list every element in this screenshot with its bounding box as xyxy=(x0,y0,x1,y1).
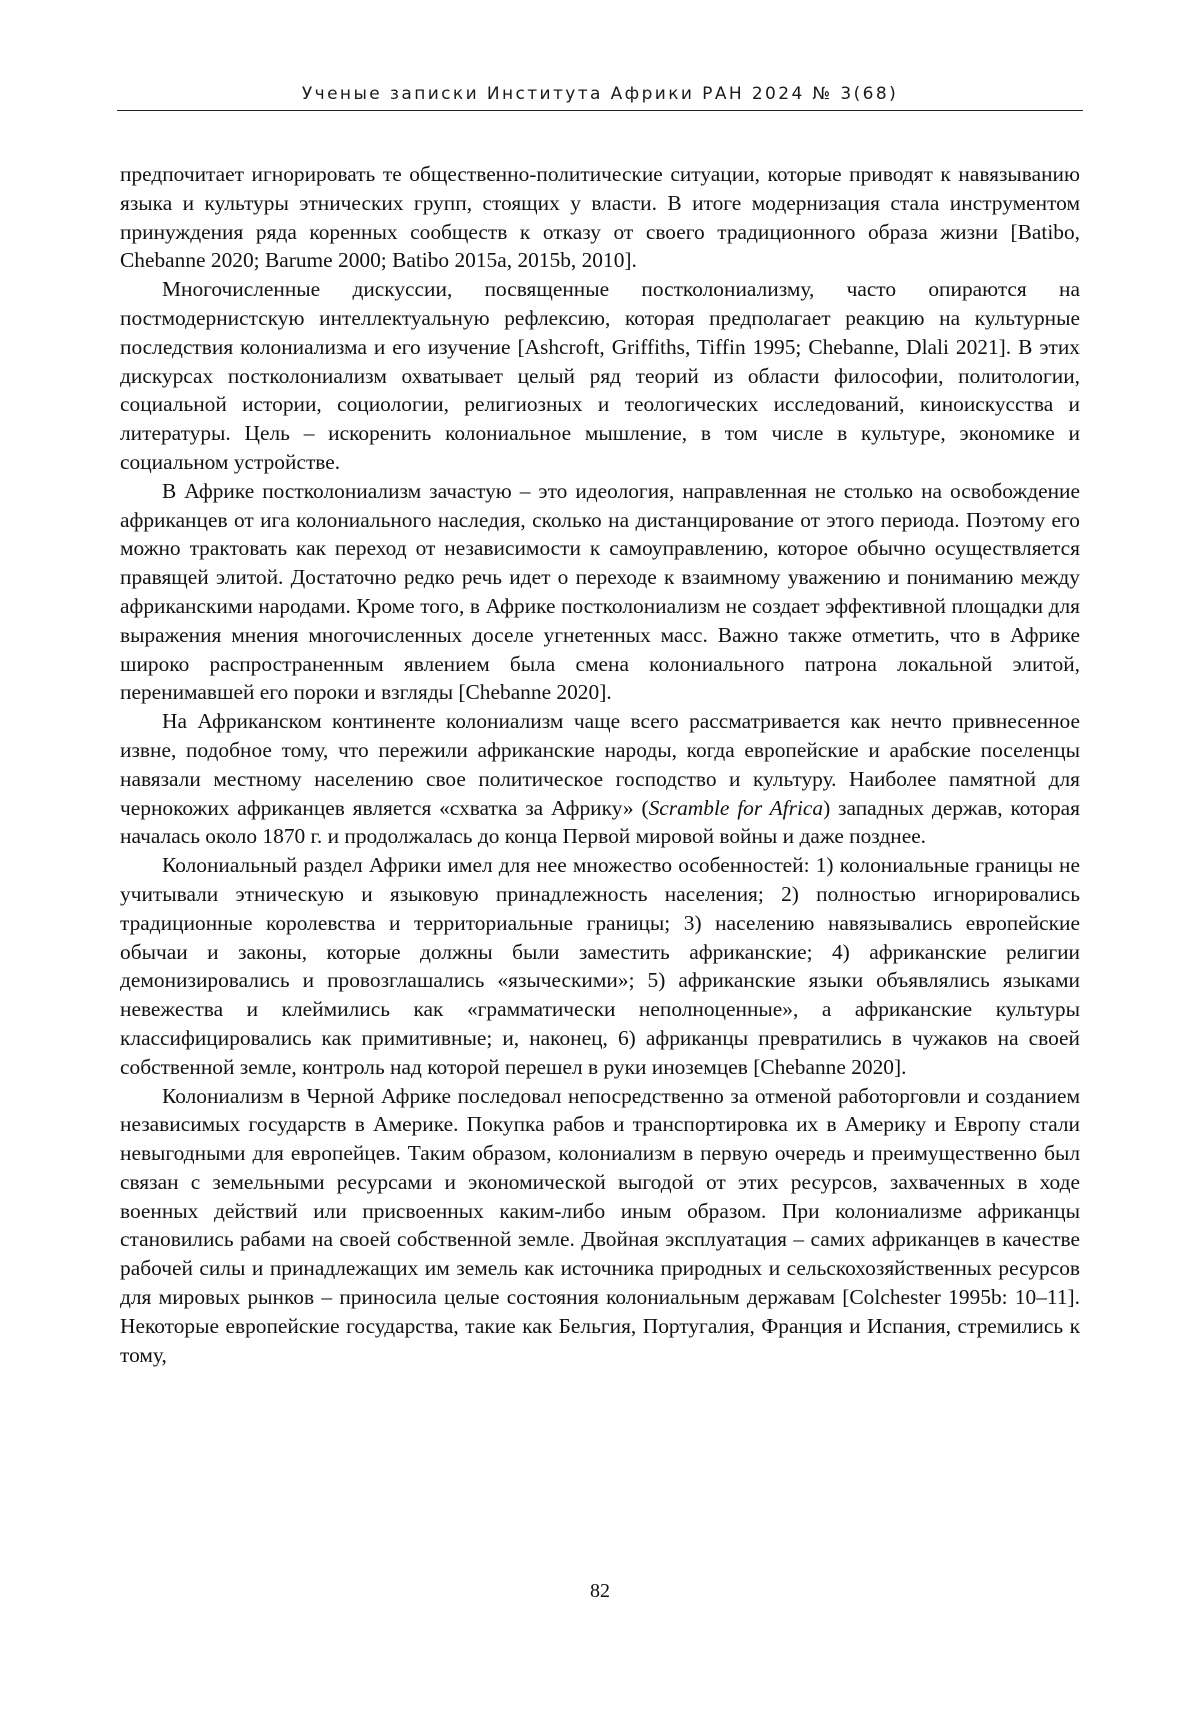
paragraph-continuation: предпочитает игнорировать те общественно-политические ситуации, которые приводят к навязыванию языка и культуры этнических групп, стоящих у власти. В итоге модернизация стала инструментом принуждения ряда коренных сообществ к отказу от своего традиционного образа жизни [Batibo, Chebanne 2020; Barume 2000; Batibo 2015a, 2015b, 2010]. xyxy=(120,162,1080,273)
header-rule xyxy=(117,110,1083,111)
paragraph-postcolonial-discussions: Многочисленные дискуссии, посвященные постколониализму, часто опираются на постмодернистскую интеллектуальную рефлексию, которая предполагает реакцию на культурные последствия колониализма и его изучение [Ashcroft, Griffiths, Tiffin 1995; Chebanne, Dlali 2021]. В этих дискурсах постколониализм охватывает целый ряд теорий из области философии, политологии, социальной истории, социологии, религиозных и теологических исследований, киноискусства и литературы. Цель – искоренить колониальное мышление, в том числе в культуре, экономике и социальном устройстве. xyxy=(120,277,1080,474)
paragraph-scramble-for-africa xyxy=(120,707,1080,851)
paragraph-text-part: На Африканском континенте колониализм чаще всего рассматривается как нечто привнесенное извне, подобное тому, что пережили африканские народы, когда европейские и арабские поселенцы навязали местному населению свое политическое господство и культуру. Наиболее памятной для чернокожих африканцев является «схватка за Африку» ( xyxy=(120,709,1080,820)
italic-term: Scramble for Africa xyxy=(648,795,824,820)
article-body xyxy=(120,160,1080,1369)
paragraph-text-part: ) западных держав, которая началась около 1870 г. и продолжалась до конца Первой мировой войны и даже позднее. xyxy=(120,795,1080,849)
paragraph-colonial-partition: Колониальный раздел Африки имел для нее множество особенностей: 1) колониальные границы не учитывали этническую и языковую принадлежность населения; 2) полностью игнорировались традиционные королевства и территориальные границы; 3) населению навязывались европейские обычаи и законы, которые должны были заместить африканские; 4) африканские религии демонизировались и провозглашались «языческими»; 5) африканские языки объявлялись языками невежества и клеймились как «грамматически неполноценные», а африканские культуры классифицировались как примитивные; и, наконец, 6) африканцы превратились в чужаков на своей собственной земле, контроль над которой перешел в руки иноземцев [Chebanne 2020]. xyxy=(120,853,1080,1079)
paragraph-postcolonialism-in-africa: В Африке постколониализм зачастую – это идеология, направленная не столько на освобождение африканцев от ига колониального наследия, сколько на дистанцирование от этого периода. Поэтому его можно трактовать как переход от независимости к самоуправлению, которое обычно осуществляется правящей элитой. Достаточно редко речь идет о переходе к взаимному уважению и пониманию между африканскими народами. Кроме того, в Африке постколониализм не создает эффективной площадки для выражения мнения многочисленных доселе угнетенных масс. Важно также отметить, что в Африке широко распространенным явлением была смена колониального патрона локальной элитой, перенимавшей его пороки и взгляды [Chebanne 2020]. xyxy=(120,478,1080,705)
paragraph-colonialism-black-africa: Колониализм в Черной Африке последовал непосредственно за отменой работорговли и созданием независимых государств в Америке. Покупка рабов и транспортировка их в Америку и Европу стали невыгодными для европейцев. Таким образом, колониализм в первую очередь и преимущественно был связан с земельными ресурсами и экономической выгодой от этих ресурсов, захваченных в ходе военных действий или присвоенных каким-либо иным образом. При колониализме африканцы становились рабами на своей собственной земле. Двойная эксплуатация – самих африканцев в качестве рабочей силы и принадлежащих им земель как источника природных и сельскохозяйственных ресурсов для мировых рынков – приносила целые состояния колониальным державам [Colchester 1995b: 10–11]. Некоторые европейские государства, такие как Бельгия, Португалия, Франция и Испания, стремились к тому, xyxy=(120,1083,1080,1367)
running-header: Ученые записки Института Африки РАН 2024 № 3(68) xyxy=(301,84,899,104)
page-number: 82 xyxy=(590,1580,610,1602)
